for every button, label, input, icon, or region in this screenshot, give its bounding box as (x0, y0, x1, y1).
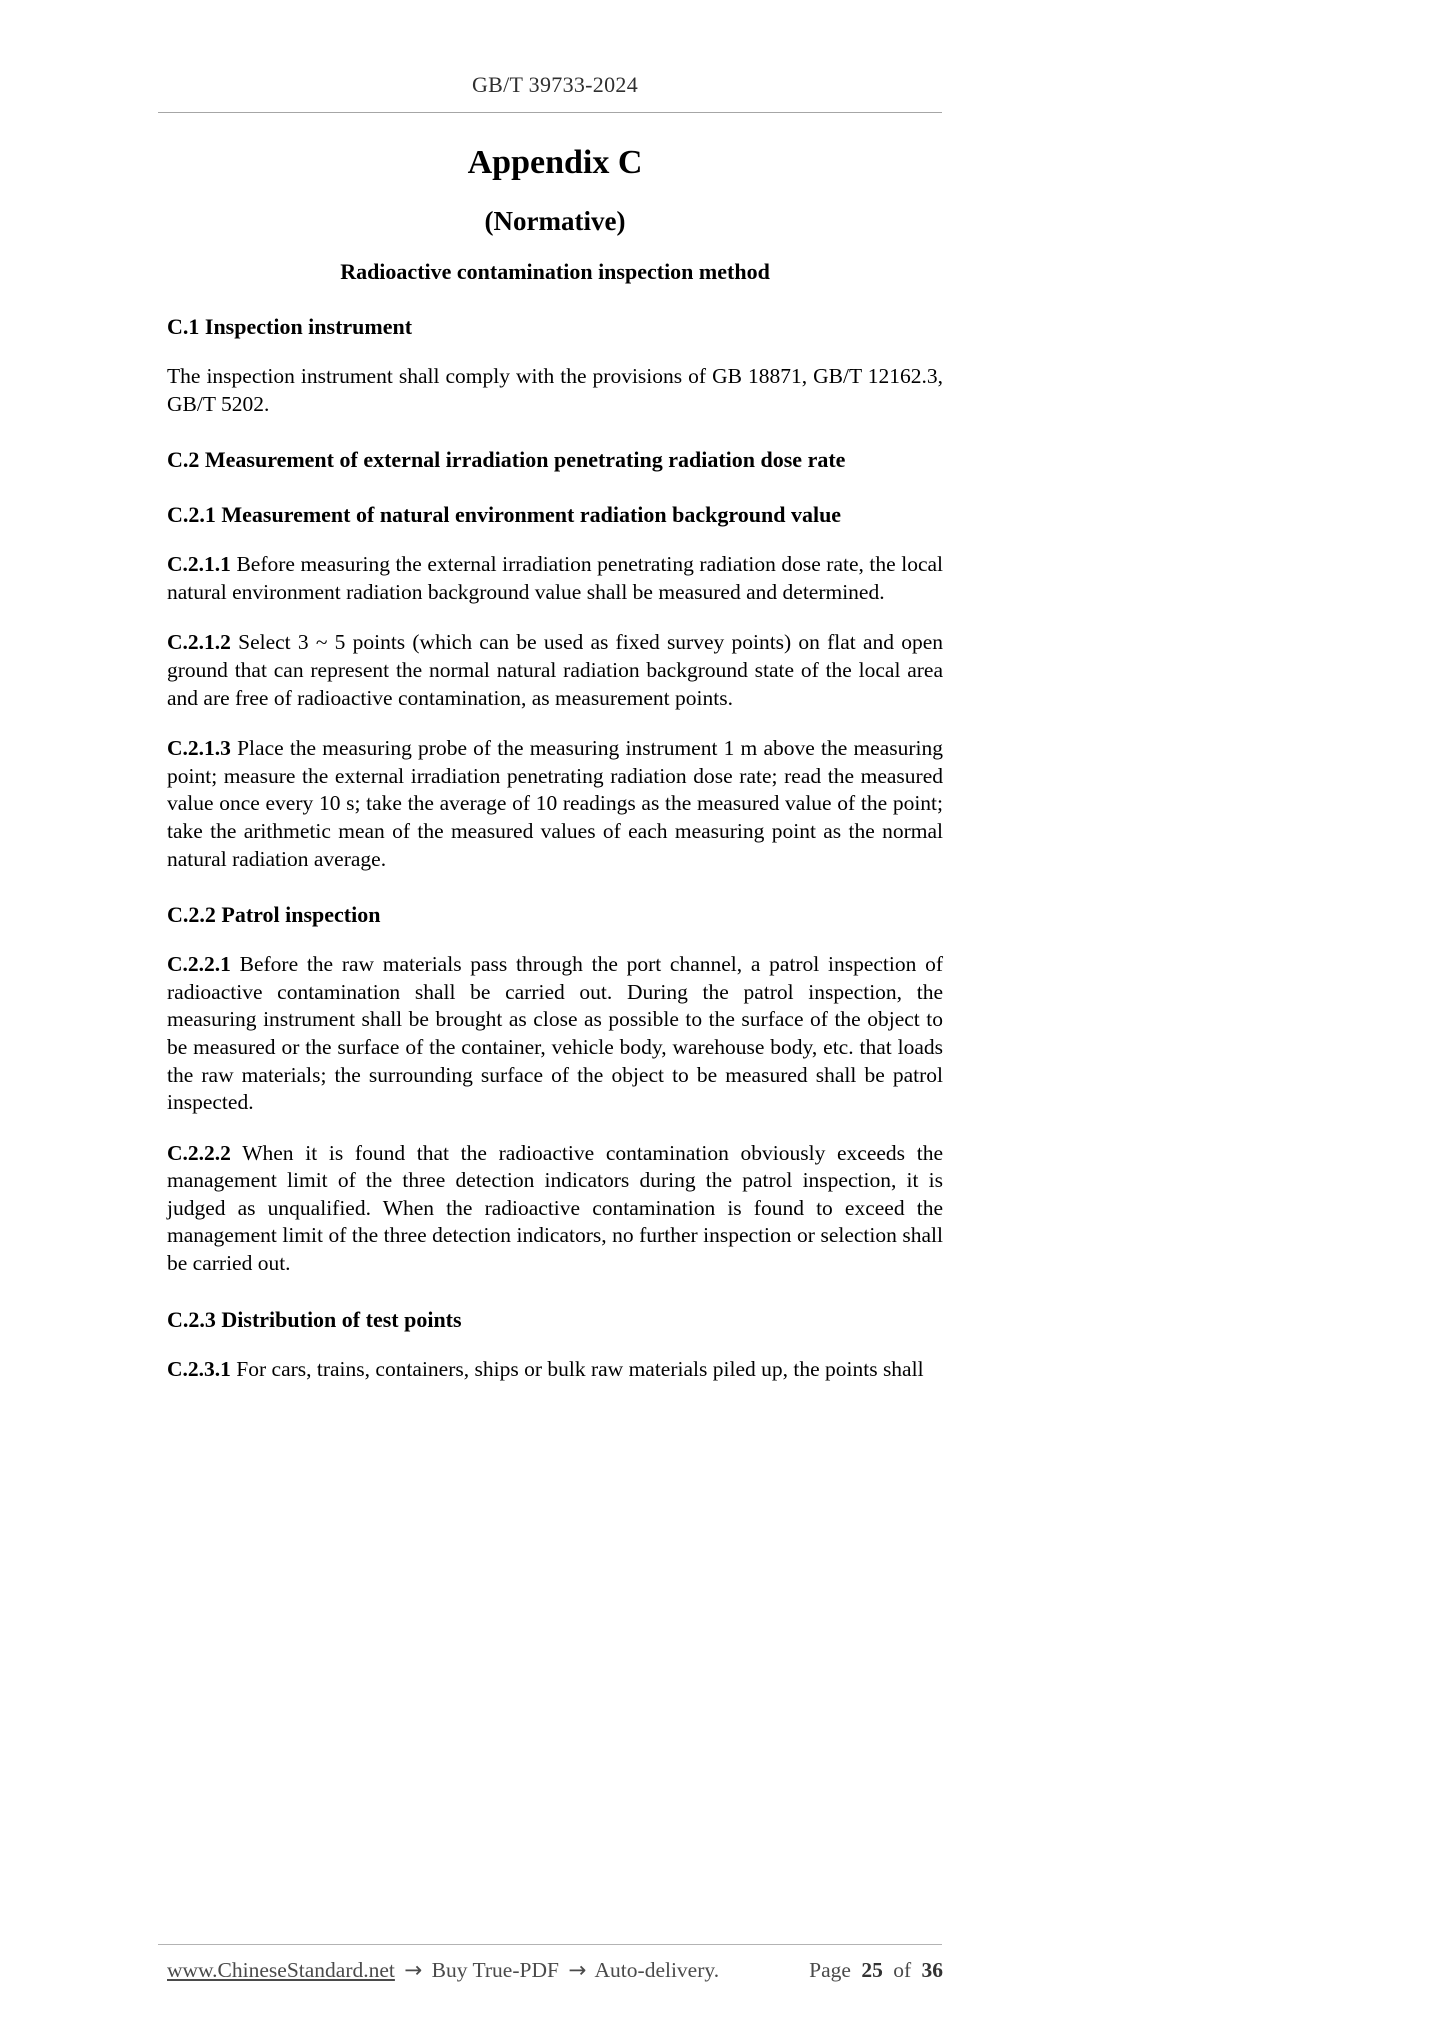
paragraph-text: When it is found that the radioactive contamination obviously exceeds the management limit of the three detection indicators during the patrol inspection, it is judged as unqualified. When the radioactive contamination is found to exceed the management limit of the three detection indicators, no further inspection or selection shall be carried out. (167, 1140, 943, 1276)
site-link[interactable]: www.ChineseStandard.net (167, 1958, 395, 1982)
clause-number: C.2.1.2 (167, 630, 231, 655)
arrow-right-icon: → (404, 1958, 423, 1983)
arrow-right-icon: → (568, 1958, 587, 1983)
section-heading-c23: C.2.3 Distribution of test points (167, 1306, 462, 1332)
clause-number: C.2.3.1 (167, 1356, 231, 1381)
paragraph-text: Before the raw materials pass through the port channel, a patrol inspection of radioactive contamination shall be carried out. During the patrol inspection, the measuring instrument shall be brought as close as possible to the surface of the object to be measured or the surface of the container, vehicle body, warehouse body, etc. that loads the raw materials; the surrounding surface of the object to be measured shall be patrol inspected. (167, 952, 943, 1115)
clause-number: C.2.1.3 (167, 736, 231, 761)
page-footer (167, 1958, 943, 1983)
paragraph-text: Place the measuring probe of the measuring instrument 1 m above the measuring point; measure the external irradiation penetrating radiation dose rate; read the measured value once every 10 s; take the average of 10 readings as the measured value of the point; take the arithmetic mean of the measured values of each measuring point as the normal natural radiation average. (167, 736, 943, 871)
paragraph (167, 735, 943, 873)
paragraph-text: Select 3 ~ 5 points (which can be used as fixed survey points) on flat and open ground that can represent the normal natural radiation background state of the local area and are free of radioactive contamination, as measurement points. (167, 630, 943, 710)
footer-divider (158, 1944, 942, 1945)
paragraph (167, 1356, 943, 1384)
paragraph-text: Before measuring the external irradiation penetrating radiation dose rate, the local natural environment radiation background value shall be measured and determined. (167, 552, 943, 604)
page-label: Page (809, 1958, 851, 1982)
standard-number: GB/T 39733-2024 (471, 72, 639, 97)
page-header (167, 72, 943, 98)
delivery-text: Auto-delivery. (594, 1958, 720, 1982)
section-heading-c2: C.2 Measurement of external irradiation penetrating radiation dose rate (167, 447, 846, 473)
section-heading-c22: C.2.2 Patrol inspection (167, 902, 381, 928)
normative-subtitle: (Normative) (484, 206, 626, 236)
paragraph-text: For cars, trains, containers, ships or bulk raw materials piled up, the points shall (236, 1356, 924, 1381)
footer-info (167, 1958, 723, 1983)
appendix-title: Appendix C (467, 144, 643, 181)
paragraph (167, 1140, 943, 1278)
paragraph (167, 629, 943, 712)
header-divider (158, 112, 942, 113)
paragraph-text: The inspection instrument shall comply with the provisions of GB 18871, GB/T 12162.3, GB/T 5202. (167, 364, 943, 416)
method-title: Radioactive contamination inspection method (340, 259, 770, 284)
paragraph (167, 951, 943, 1117)
section-heading-c1: C.1 Inspection instrument (167, 314, 413, 339)
page-current: 25 (861, 1958, 883, 1982)
buy-text: Buy True-PDF (431, 1958, 559, 1982)
page-total: 36 (921, 1958, 943, 1982)
clause-number: C.2.1.1 (167, 552, 231, 577)
section-heading-c21: C.2.1 Measurement of natural environment radiation background value (167, 502, 842, 528)
paragraph (167, 363, 943, 418)
clause-number: C.2.2.1 (167, 952, 231, 977)
page-indicator (804, 1958, 943, 1983)
clause-number: C.2.2.2 (167, 1140, 231, 1165)
of-label: of (893, 1958, 912, 1982)
document-content (167, 138, 943, 1383)
paragraph (167, 551, 943, 606)
